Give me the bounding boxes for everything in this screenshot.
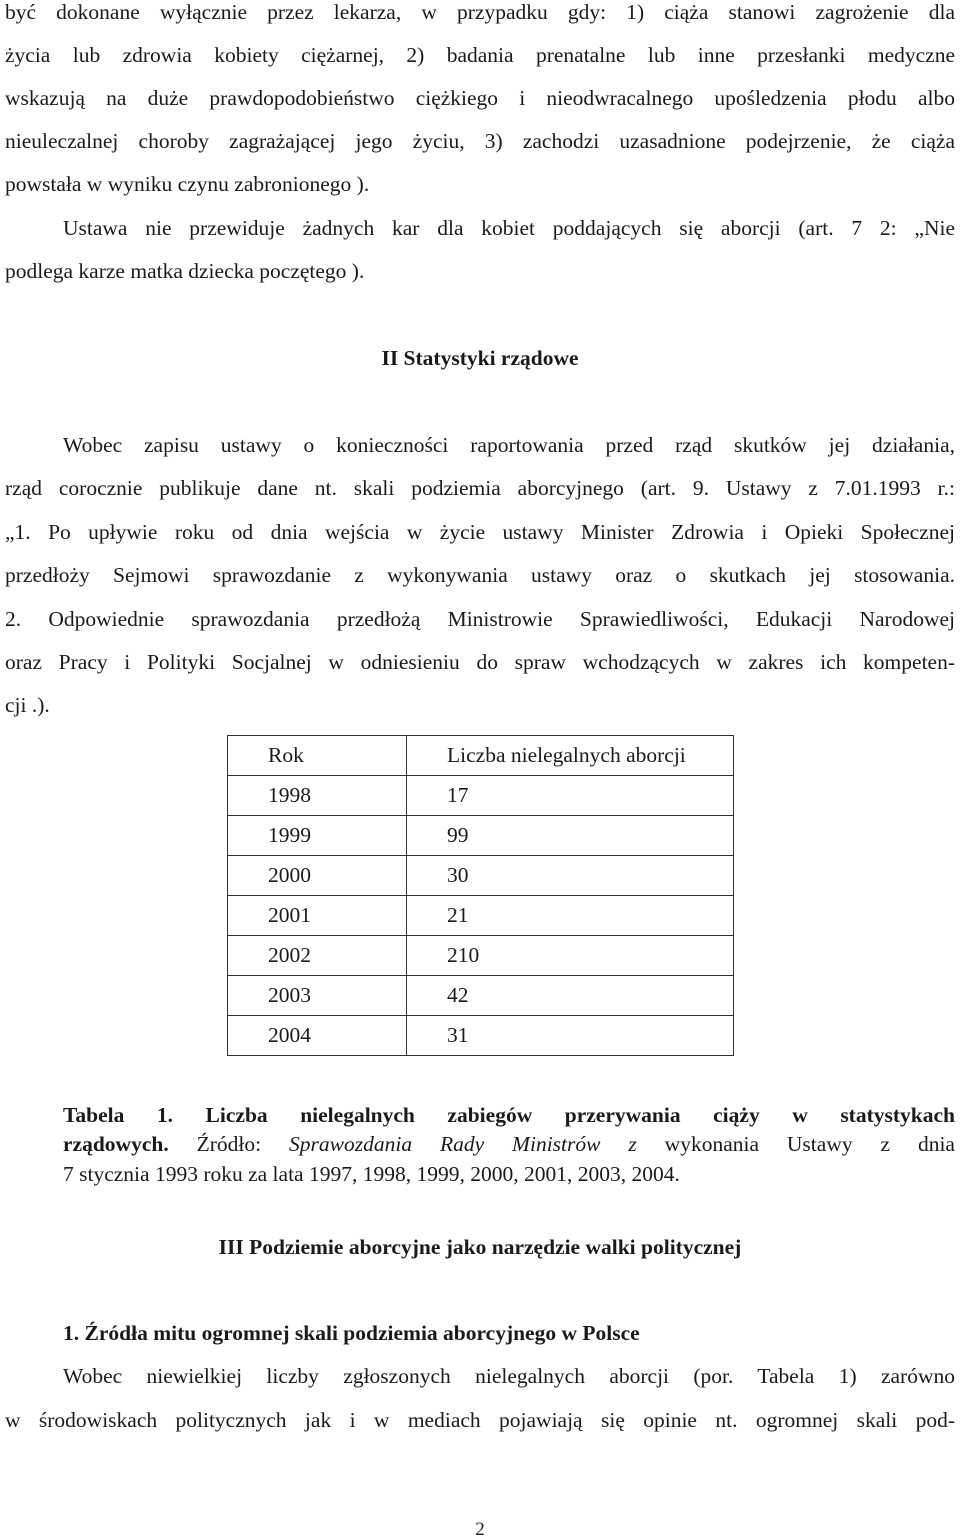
table-cell-year: 2003 <box>228 976 407 1016</box>
table-caption-line-2 <box>63 1134 955 1156</box>
caption-source-title: Sprawozdania Rady Ministrów z <box>289 1132 637 1156</box>
table-cell-count: 31 <box>407 1016 734 1056</box>
table-cell-year: 1999 <box>228 816 407 856</box>
section-heading-podziemie: III Podziemie aborcyjne jako narzędzie walki politycznej <box>218 1235 742 1259</box>
table-cell-count: 42 <box>407 976 734 1016</box>
paragraph-3-line-5: 2. Odpowiednie sprawozdania przedłożą Ministrowie Sprawiedliwości, Edukacji Narodowej <box>5 607 955 631</box>
subsection-heading-zrodla-mitu: 1. Źródła mitu ogromnej skali podziemia aborcyjnego w Polsce <box>63 1321 640 1345</box>
caption-source-rest: wykonania Ustawy z dnia <box>636 1132 955 1156</box>
paragraph-3-line-2: rząd corocznie publikuje dane nt. skali podziemia aborcyjnego (art. 9. Ustawy z 7.01.1993 r.: <box>5 476 955 500</box>
table-cell-count: 210 <box>407 936 734 976</box>
table-row <box>228 976 734 1016</box>
caption-source-label: Źródło: <box>168 1132 290 1156</box>
paragraph-3-line-1: Wobec zapisu ustawy o konieczności raportowania przed rząd skutków jej działania, <box>63 433 955 457</box>
table-row <box>228 1016 734 1056</box>
paragraph-1-line-5: powstała w wyniku czynu zabronionego ). <box>5 172 370 196</box>
table-row <box>228 816 734 856</box>
paragraph-3-line-4: przedłoży Sejmowi sprawozdanie z wykonywania ustawy oraz o skutkach jej stosowania. <box>5 563 955 587</box>
table-cell-year: 2001 <box>228 896 407 936</box>
table-header-row <box>228 736 734 776</box>
section-heading-statystyki: II Statystyki rządowe <box>381 346 579 370</box>
paragraph-3-line-3: „1. Po upływie roku od dnia wejścia w życie ustawy Minister Zdrowia i Opieki Społecznej <box>5 520 955 544</box>
table-caption-line-3: 7 stycznia 1993 roku za lata 1997, 1998, 1999, 2000, 2001, 2003, 2004. <box>63 1162 680 1186</box>
paragraph-2-line-1: Ustawa nie przewiduje żadnych kar dla kobiet poddających się aborcji (art. 7 2: „Nie <box>63 216 955 240</box>
paragraph-1-line-3: wskazują na duże prawdopodobieństwo ciężkiego i nieodwracalnego upośledzenia płodu albo <box>5 86 955 110</box>
table-row <box>228 776 734 816</box>
table-cell-count: 99 <box>407 816 734 856</box>
paragraph-4-line-1: Wobec niewielkiej liczby zgłoszonych nielegalnych aborcji (por. Tabela 1) zarówno <box>63 1364 955 1388</box>
paragraph-4-line-2: w środowiskach politycznych jak i w mediach pojawiają się opinie nt. ogromnej skali pod- <box>5 1408 955 1432</box>
table-row <box>228 896 734 936</box>
paragraph-2-line-2: podlega karze matka dziecka poczętego ). <box>5 259 365 283</box>
table-cell-year: 2002 <box>228 936 407 976</box>
paragraph-1-line-4: nieuleczalnej choroby zagrażającej jego życiu, 3) zachodzi uzasadnione podejrzenie, że ciąża <box>5 129 955 153</box>
table-cell-year: 1998 <box>228 776 407 816</box>
page-number: 2 <box>475 1519 485 1540</box>
table-caption-line-1: Tabela 1. Liczba nielegalnych zabiegów przerywania ciąży w statystykach <box>63 1103 955 1127</box>
caption-bold-part: rządowych. <box>63 1132 169 1156</box>
table-cell-count: 17 <box>407 776 734 816</box>
table-row <box>228 936 734 976</box>
paragraph-1-line-1: być dokonane wyłącznie przez lekarza, w przypadku gdy: 1) ciąża stanowi zagrożenie dla <box>5 0 955 24</box>
table-cell-year: 2000 <box>228 856 407 896</box>
table-cell-year: 2004 <box>228 1016 407 1056</box>
table-cell-count: 30 <box>407 856 734 896</box>
paragraph-3-line-7: cji .). <box>5 693 50 717</box>
table-cell-count: 21 <box>407 896 734 936</box>
table-row <box>228 856 734 896</box>
paragraph-3-line-6: oraz Pracy i Polityki Socjalnej w odniesieniu do spraw wchodzących w zakres ich kompeten- <box>5 650 955 674</box>
paragraph-1-line-2: życia lub zdrowia kobiety ciężarnej, 2) badania prenatalne lub inne przesłanki medyczne <box>5 43 955 67</box>
table-header-cell: Rok <box>228 736 407 776</box>
table-header-cell: Liczba nielegalnych aborcji <box>407 736 734 776</box>
abortion-statistics-table <box>227 735 734 1056</box>
